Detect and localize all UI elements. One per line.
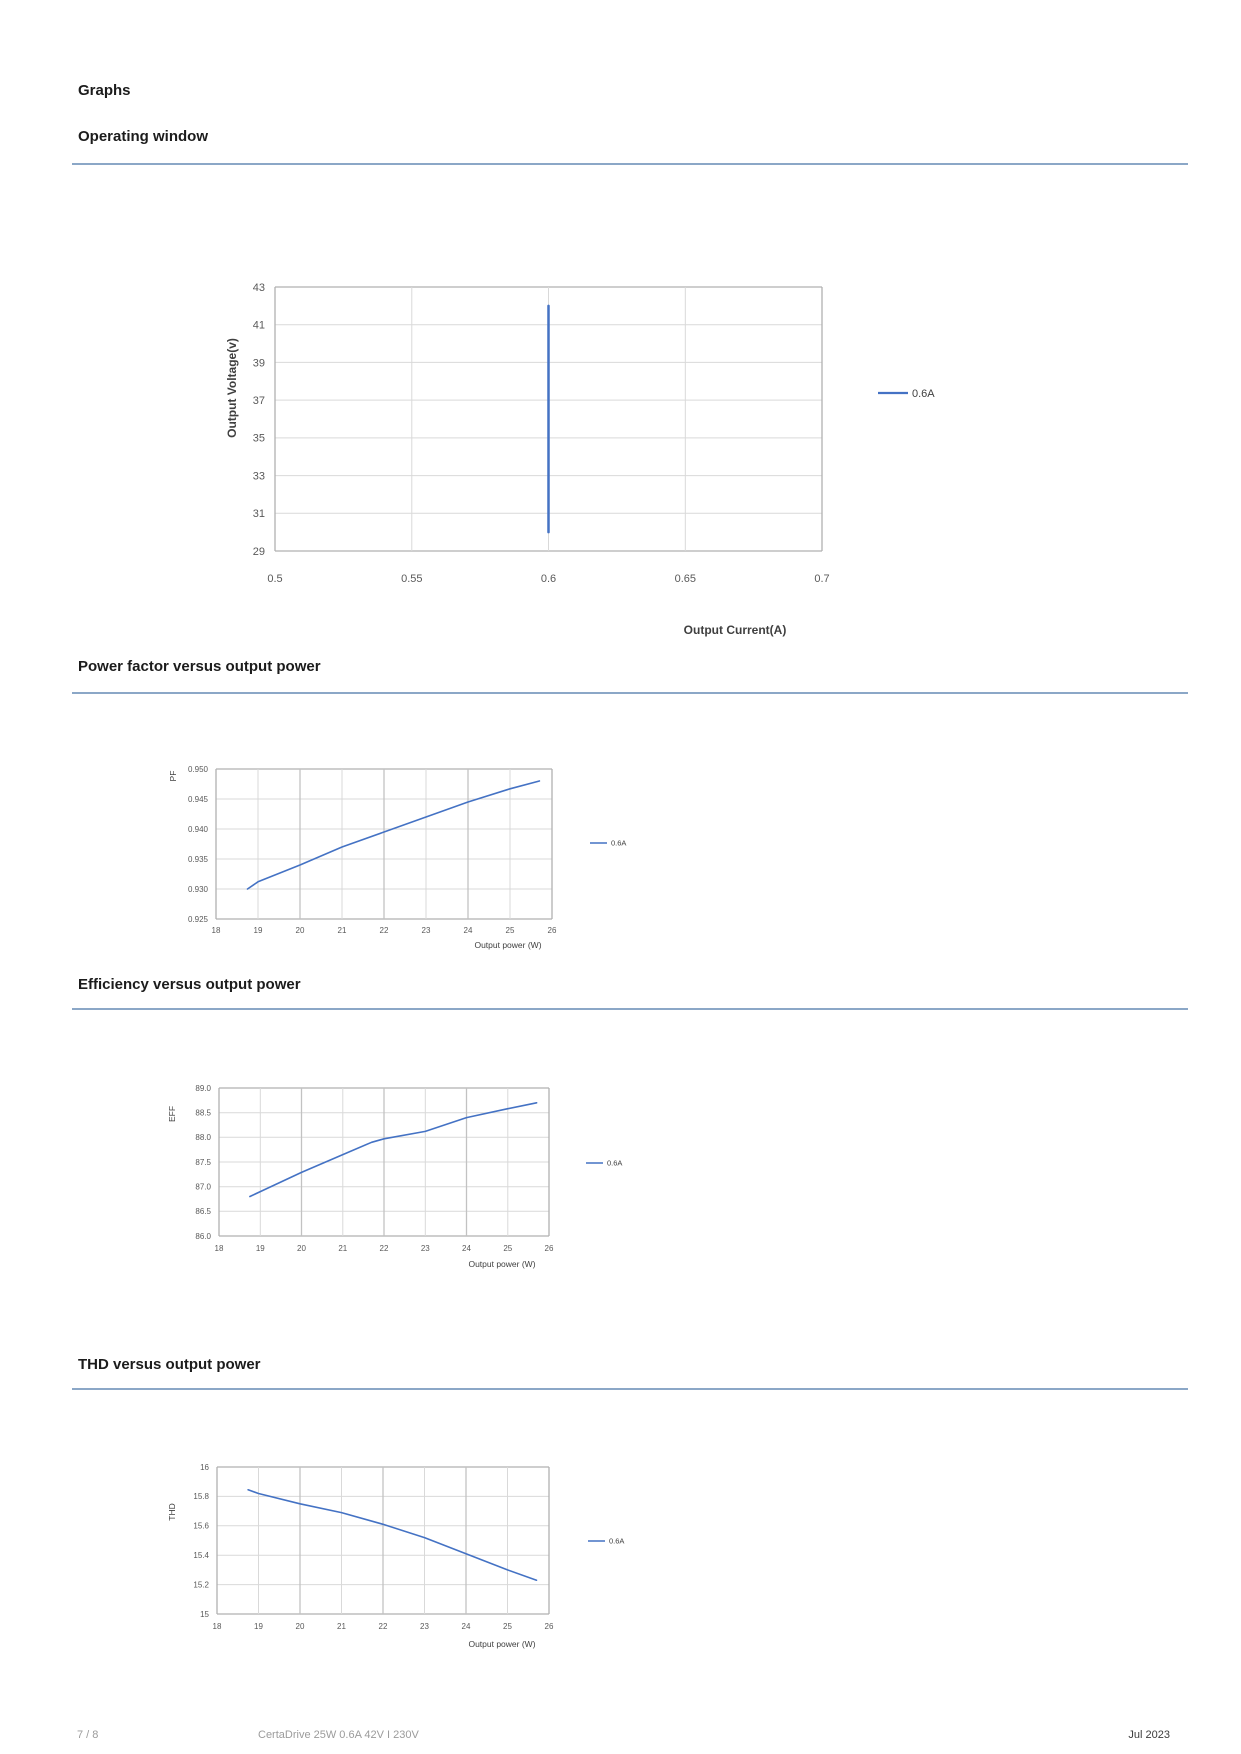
footer-page-number: 7 / 8 xyxy=(77,1729,99,1741)
y-axis-title: Output Voltage(v) xyxy=(225,338,240,438)
chart-svg-power-factor xyxy=(150,750,690,965)
x-tick-label: 0.55 xyxy=(401,572,423,585)
y-tick-label: 0.950 xyxy=(187,764,208,774)
x-tick-label: 25 xyxy=(503,1621,512,1631)
y-axis-title: THD xyxy=(166,1503,177,1521)
x-tick-label: 21 xyxy=(337,1621,346,1631)
y-tick-label: 41 xyxy=(252,319,265,332)
y-tick-label: 16 xyxy=(200,1462,209,1472)
y-tick-label: 0.925 xyxy=(187,914,208,924)
y-tick-label: 0.945 xyxy=(187,794,208,804)
legend-label: 0.6A xyxy=(611,838,627,848)
y-tick-label: 0.935 xyxy=(187,854,208,864)
x-tick-label: 26 xyxy=(547,925,557,935)
x-tick-label: 0.65 xyxy=(674,572,697,585)
y-tick-label: 0.930 xyxy=(187,884,208,894)
y-tick-label: 35 xyxy=(252,432,265,445)
x-tick-label: 25 xyxy=(503,1243,513,1253)
y-tick-label: 0.940 xyxy=(187,824,208,834)
y-tick-label: 37 xyxy=(252,395,265,407)
x-tick-label: 24 xyxy=(462,1243,471,1253)
legend-label: 0.6A xyxy=(912,387,935,400)
x-tick-label: 26 xyxy=(544,1243,554,1253)
x-tick-label: 24 xyxy=(463,925,473,935)
power-factor-chart xyxy=(150,750,690,965)
y-tick-label: 29 xyxy=(252,545,265,558)
x-tick-label: 19 xyxy=(255,1243,265,1253)
x-tick-label: 22 xyxy=(379,925,389,935)
x-axis-title: Output power (W) xyxy=(468,1638,536,1649)
section-rule xyxy=(72,1388,1188,1390)
x-axis-title: Output Current(A) xyxy=(683,623,787,638)
x-tick-label: 26 xyxy=(544,1621,554,1631)
series-line xyxy=(248,781,540,889)
x-tick-label: 23 xyxy=(420,1243,430,1253)
section-rule xyxy=(72,1008,1188,1010)
x-tick-label: 22 xyxy=(378,1621,388,1631)
y-tick-label: 15.8 xyxy=(193,1492,209,1502)
x-tick-label: 22 xyxy=(379,1243,389,1253)
y-tick-label: 15.6 xyxy=(193,1521,209,1531)
x-tick-label: 21 xyxy=(337,925,347,935)
y-tick-label: 31 xyxy=(252,508,265,521)
legend-label: 0.6A xyxy=(607,1158,623,1168)
x-tick-label: 23 xyxy=(421,925,431,935)
x-tick-label: 0.5 xyxy=(267,572,283,585)
footer-product-name: CertaDrive 25W 0.6A 42V I 230V xyxy=(258,1729,419,1741)
chart-svg-operating-window xyxy=(160,240,990,650)
series-line xyxy=(248,1490,536,1580)
x-tick-label: 20 xyxy=(297,1243,306,1253)
footer-date: Jul 2023 xyxy=(1128,1729,1170,1741)
efficiency-chart xyxy=(150,1070,690,1285)
x-tick-label: 18 xyxy=(211,925,221,935)
y-tick-label: 88.0 xyxy=(195,1133,211,1143)
x-tick-label: 0.7 xyxy=(814,572,830,585)
y-tick-label: 15.2 xyxy=(193,1580,209,1590)
x-axis-title: Output power (W) xyxy=(468,1258,536,1269)
y-axis-title: EFF xyxy=(166,1105,177,1123)
section-rule xyxy=(72,163,1188,165)
operating-window-chart xyxy=(160,240,990,650)
x-tick-label: 20 xyxy=(295,925,305,935)
x-tick-label: 24 xyxy=(461,1621,471,1631)
y-axis-title: PF xyxy=(167,770,178,782)
x-tick-label: 18 xyxy=(212,1621,222,1631)
chart-svg-efficiency xyxy=(150,1070,690,1285)
x-tick-label: 0.6 xyxy=(540,572,557,585)
section-heading-power-factor: Power factor versus output power xyxy=(78,658,321,675)
y-tick-label: 87.5 xyxy=(195,1157,211,1167)
y-tick-label: 89.0 xyxy=(195,1083,211,1093)
y-tick-label: 15 xyxy=(200,1609,209,1619)
y-tick-label: 43 xyxy=(252,281,265,294)
y-tick-label: 15.4 xyxy=(193,1551,209,1560)
x-tick-label: 19 xyxy=(254,1621,263,1631)
x-tick-label: 23 xyxy=(420,1621,429,1631)
series-line xyxy=(250,1103,537,1197)
y-tick-label: 87.0 xyxy=(195,1182,211,1192)
section-heading-thd: THD versus output power xyxy=(78,1356,261,1373)
y-tick-label: 86.0 xyxy=(195,1231,211,1241)
x-axis-title: Output power (W) xyxy=(474,939,542,950)
thd-chart xyxy=(150,1450,690,1665)
y-tick-label: 88.5 xyxy=(195,1108,211,1118)
section-heading-efficiency: Efficiency versus output power xyxy=(78,976,301,993)
y-tick-label: 86.5 xyxy=(195,1207,211,1217)
chart-svg-thd xyxy=(150,1450,690,1665)
section-rule xyxy=(72,692,1188,694)
x-tick-label: 20 xyxy=(295,1621,305,1631)
y-tick-label: 33 xyxy=(252,470,265,483)
section-heading-operating-window: Operating window xyxy=(78,128,208,145)
x-tick-label: 19 xyxy=(253,925,263,935)
y-tick-label: 39 xyxy=(252,357,265,370)
legend-label: 0.6A xyxy=(609,1536,625,1546)
x-tick-label: 18 xyxy=(214,1243,224,1253)
x-tick-label: 25 xyxy=(505,925,515,935)
page-title: Graphs xyxy=(78,82,131,99)
x-tick-label: 21 xyxy=(338,1243,348,1253)
